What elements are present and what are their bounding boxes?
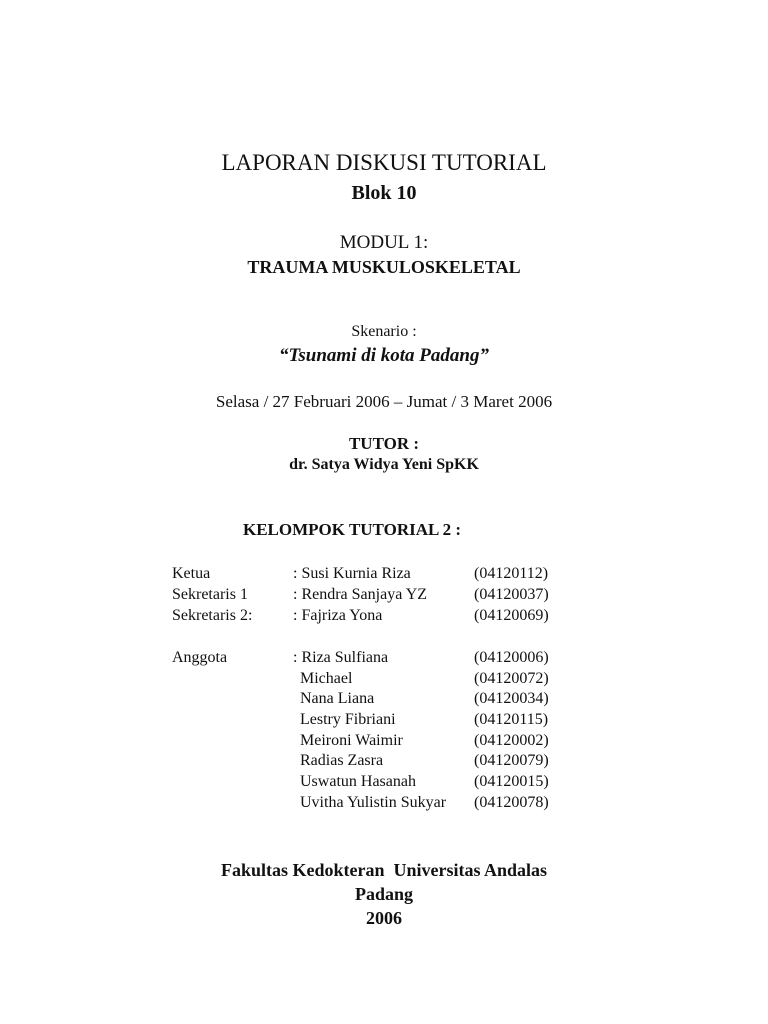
member-name: Uswatun Hasanah bbox=[300, 773, 416, 790]
member-id: (04120037) bbox=[474, 586, 549, 603]
module-label: MODUL 1: bbox=[339, 232, 429, 253]
member-name: : Susi Kurnia Riza bbox=[293, 565, 411, 582]
member-id: (04120078) bbox=[474, 794, 549, 811]
officer-row bbox=[0, 586, 768, 607]
member-row bbox=[0, 794, 768, 815]
member-name: Uvitha Yulistin Sukyar bbox=[300, 794, 447, 811]
member-row bbox=[0, 732, 768, 753]
scenario-title: “Tsunami di kota Padang” bbox=[279, 345, 489, 366]
member-row bbox=[0, 690, 768, 711]
city-name: Padang bbox=[354, 884, 414, 904]
year: 2006 bbox=[366, 908, 402, 928]
date-range: Selasa / 27 Februari 2006 – Jumat / 3 Maret 2006 bbox=[215, 392, 553, 411]
member-name: Radias Zasra bbox=[300, 752, 384, 769]
member-role: Ketua bbox=[172, 565, 211, 582]
member-row bbox=[0, 649, 768, 670]
group-title: KELOMPOK TUTORIAL 2 : bbox=[243, 520, 462, 539]
member-name: Michael bbox=[300, 670, 353, 687]
scenario-label: Skenario : bbox=[351, 323, 417, 340]
member-row bbox=[0, 670, 768, 691]
member-name: Nana Liana bbox=[300, 690, 375, 707]
member-id: (04120002) bbox=[474, 732, 549, 749]
report-title: LAPORAN DISKUSI TUTORIAL bbox=[221, 150, 547, 175]
member-id: (04120006) bbox=[474, 649, 549, 666]
member-id: (04120015) bbox=[474, 773, 549, 790]
member-role: Sekretaris 2: bbox=[172, 607, 253, 624]
members-label: Anggota bbox=[172, 649, 228, 666]
officer-row bbox=[0, 565, 768, 586]
tutor-label: TUTOR : bbox=[348, 434, 420, 453]
member-id: (04120079) bbox=[474, 752, 549, 769]
block-number: Blok 10 bbox=[351, 182, 417, 204]
member-id: (04120115) bbox=[474, 711, 549, 728]
member-role: Sekretaris 1 bbox=[172, 586, 248, 603]
member-id: (04120072) bbox=[474, 670, 549, 687]
member-row bbox=[0, 773, 768, 794]
member-id: (04120034) bbox=[474, 690, 549, 707]
member-row bbox=[0, 752, 768, 773]
tutor-name: dr. Satya Widya Yeni SpKK bbox=[289, 456, 479, 473]
faculty-name: Fakultas Kedokteran Universitas Andalas bbox=[220, 860, 548, 880]
member-id: (04120112) bbox=[474, 565, 549, 582]
officer-row bbox=[0, 607, 768, 628]
member-name: : Rendra Sanjaya YZ bbox=[293, 586, 428, 603]
member-id: (04120069) bbox=[474, 607, 549, 624]
member-row bbox=[0, 711, 768, 732]
member-name: Meironi Waimir bbox=[300, 732, 403, 749]
module-name: TRAUMA MUSKULOSKELETAL bbox=[247, 257, 521, 277]
member-name: Lestry Fibriani bbox=[300, 711, 396, 728]
member-name: : Fajriza Yona bbox=[293, 607, 383, 624]
member-name: : Riza Sulfiana bbox=[293, 649, 389, 666]
